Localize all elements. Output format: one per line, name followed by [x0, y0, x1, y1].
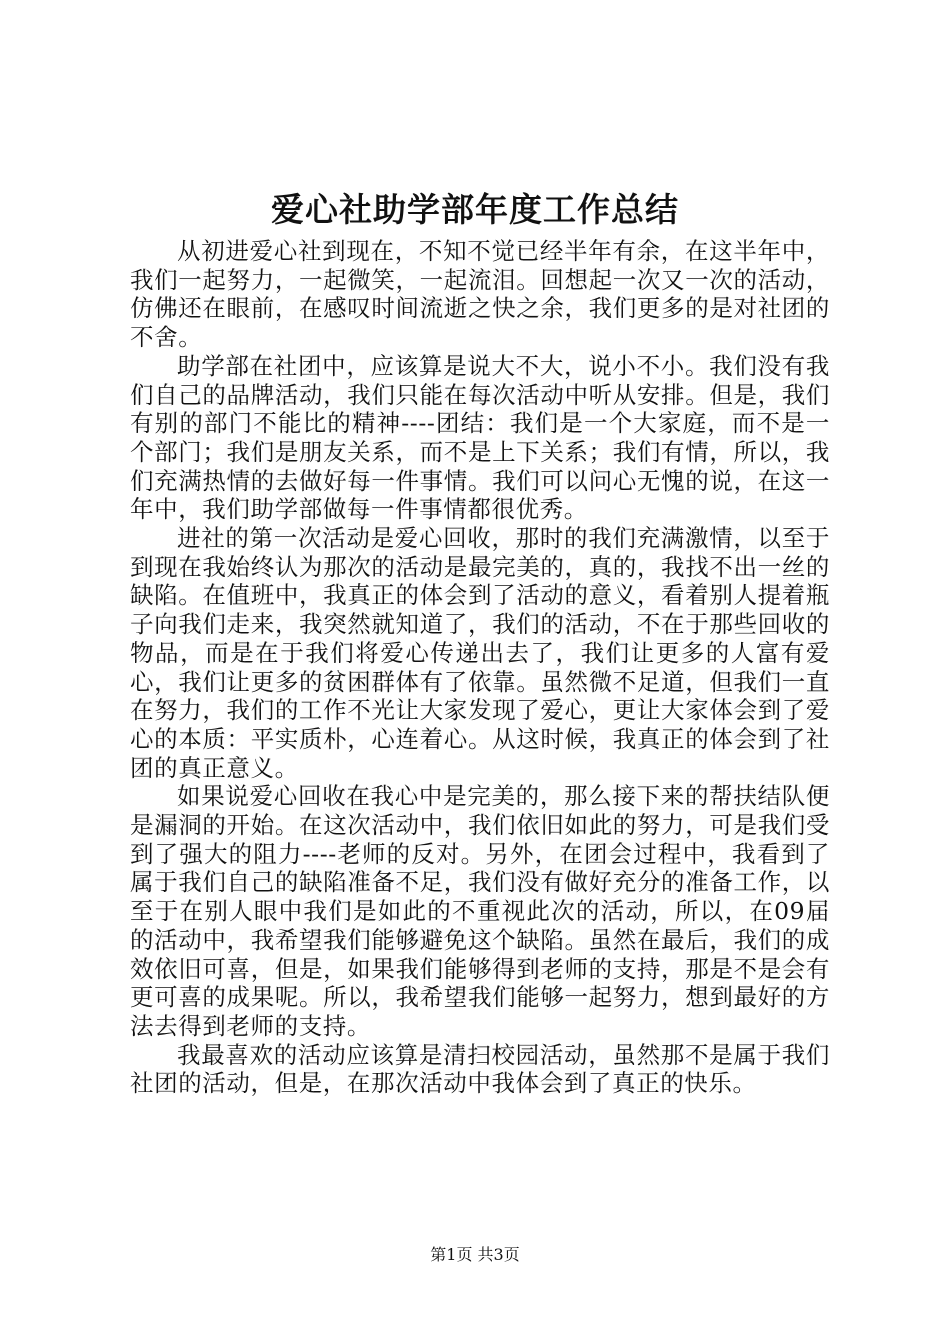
paragraph-1: 从初进爱心社到现在，不知不觉已经半年有余，在这半年中，我们一起努力，一起微笑，一起流泪。回想起一次又一次的活动，仿佛还在眼前，在感叹时间流逝之快之余，我们更多的是对社团的不舍。	[130, 237, 830, 352]
document-body	[130, 237, 830, 1098]
document-title: 爱心社助学部年度工作总结	[271, 190, 679, 229]
paragraph-5: 我最喜欢的活动应该算是清扫校园活动，虽然那不是属于我们社团的活动，但是，在那次活动中我体会到了真正的快乐。	[130, 1040, 830, 1098]
page-footer: 第1页 共3页	[430, 1245, 520, 1264]
paragraph-2: 助学部在社团中，应该算是说大不大，说小不小。我们没有我们自己的品牌活动，我们只能在每次活动中听从安排。但是，我们有别的部门不能比的精神----团结：我们是一个大家庭，而不是一个部门；我们是朋友关系，而不是上下关系；我们有情，所以，我们充满热情的去做好每一件事情。我们可以问心无愧的说，在这一年中，我们助学部做每一件事情都很优秀。	[130, 351, 830, 524]
paragraph-3: 进社的第一次活动是爱心回收，那时的我们充满激情，以至于到现在我始终认为那次的活动是最完美的，真的，我找不出一丝的缺陷。在值班中，我真正的体会到了活动的意义，看着别人提着瓶子向我们走来，我突然就知道了，我们的活动，不在于那些回收的物品，而是在于我们将爱心传递出去了，我们让更多的人富有爱心，我们让更多的贫困群体有了依靠。虽然微不足道，但我们一直在努力，我们的工作不光让大家发现了爱心，更让大家体会到了爱心的本质：平实质朴，心连着心。从这时候，我真正的体会到了社团的真正意义。	[130, 524, 830, 782]
paragraph-4: 如果说爱心回收在我心中是完美的，那么接下来的帮扶结队便是漏洞的开始。在这次活动中，我们依旧如此的努力，可是我们受到了强大的阻力----老师的反对。另外，在团会过程中，我看到了属于我们自己的缺陷准备不足，我们没有做好充分的准备工作，以至于在别人眼中我们是如此的不重视此次的活动，所以，在09届的活动中，我希望我们能够避免这个缺陷。虽然在最后，我们的成效依旧可喜，但是，如果我们能够得到老师的支持，那是不是会有更可喜的成果呢。所以，我希望我们能够一起努力，想到最好的方法去得到老师的支持。	[130, 782, 830, 1040]
